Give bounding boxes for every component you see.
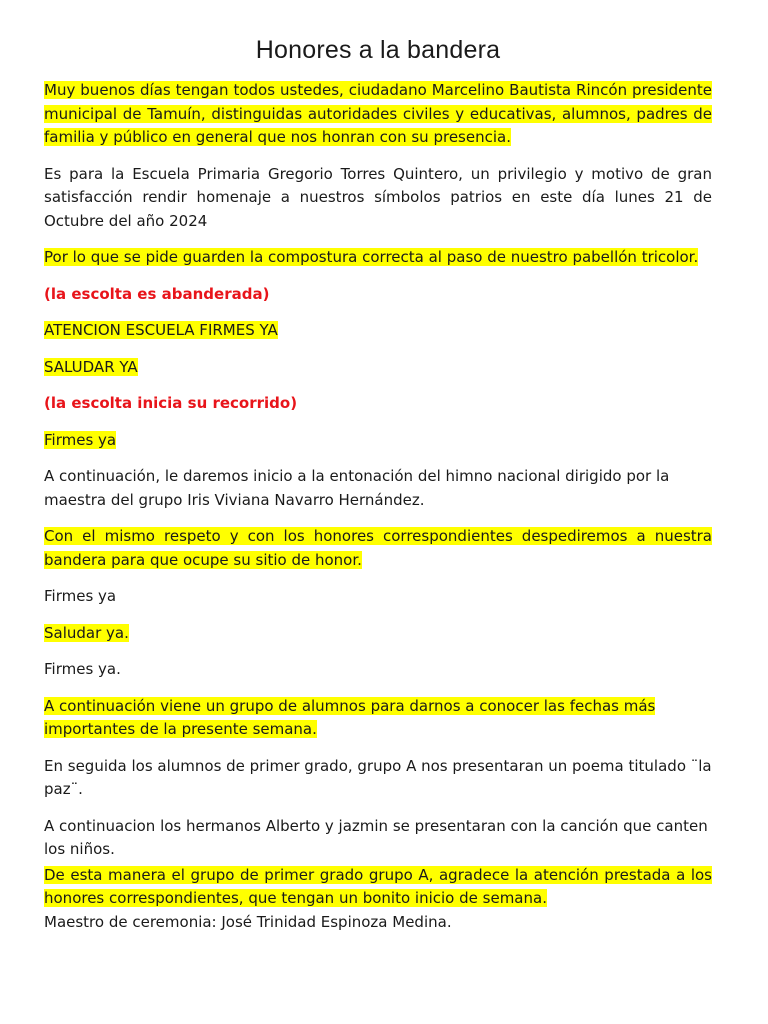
document-title: Honores a la bandera [255, 36, 501, 64]
thanks-text: De esta manera el grupo de primer grado grupo A, agradece la atención prestada a los honores correspondientes, que tengan un bonito inicio de semana. [44, 865, 712, 907]
command-firm-2: Firmes ya [44, 587, 117, 605]
stage-direction-escort: (la escolta inicia su recorrido) [44, 394, 298, 412]
farewell-paragraph [44, 525, 712, 572]
school-paragraph: Es para la Escuela Primaria Gregorio Torres Quintero, un privilegio y motivo de gran satisfacción rendir homenaje a nuestros símbolos patrios en este día lunes 21 de Octubre del año 2024 [44, 164, 712, 230]
master-of-ceremony: Maestro de ceremonia: José Trinidad Espinoza Medina. [44, 912, 452, 931]
command-salute-2-text: Saludar ya. [44, 623, 129, 642]
command-firm [44, 429, 712, 453]
composure-paragraph [44, 246, 712, 270]
command-salute [44, 356, 712, 380]
command-firm-text: Firmes ya [44, 430, 117, 449]
composure-text: Por lo que se pide guarden la compostura correcta al paso de nuestro pabellón tricolor. [44, 248, 699, 266]
dates-paragraph [44, 695, 712, 742]
command-attention [44, 319, 712, 343]
greeting-paragraph [44, 79, 712, 150]
command-firm-3: Firmes ya. [44, 660, 121, 678]
dates-text: A continuación viene un grupo de alumnos para darnos a conocer las fechas más importantes de la presente semana. [44, 696, 656, 738]
anthem-paragraph: A continuación, le daremos inicio a la entonación del himno nacional dirigido por la maestra del grupo Iris Viviana Navarro Hernández. [44, 467, 670, 509]
command-salute-text: SALUDAR YA [44, 357, 138, 376]
greeting-text: Muy buenos días tengan todos ustedes, ciudadano Marcelino Bautista Rincón presidente municipal de Tamuín, distinguidas autoridades civiles y educativas, alumnos, padres de familia y público en general que nos honran con su presencia. [44, 81, 712, 146]
thanks-paragraph [44, 864, 712, 911]
command-attention-text: ATENCION ESCUELA FIRMES YA [44, 321, 278, 339]
song-paragraph: A continuacion los hermanos Alberto y jazmin se presentaran con la canción que canten los niños. [44, 816, 708, 858]
farewell-text: Con el mismo respeto y con los honores correspondientes despediremos a nuestra bandera para que ocupe su sitio de honor. [44, 527, 712, 569]
command-salute-2 [44, 622, 712, 646]
poem-paragraph: En seguida los alumnos de primer grado, grupo A nos presentaran un poema titulado ¨la paz¨. [44, 756, 712, 798]
stage-direction-flag: (la escolta es abanderada) [44, 284, 270, 303]
